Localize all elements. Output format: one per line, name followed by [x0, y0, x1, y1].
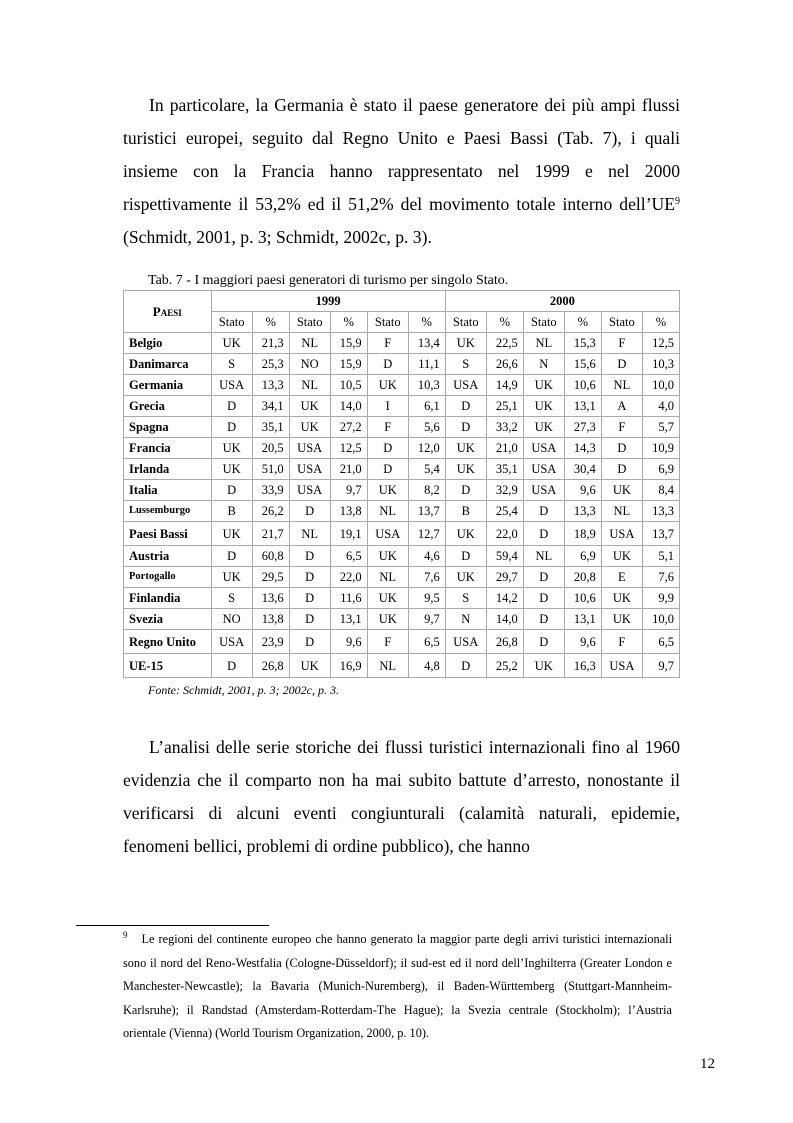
percent-cell: 26,2 — [252, 501, 289, 522]
header-year-1999: 1999 — [211, 291, 445, 312]
state-cell: E — [601, 567, 642, 588]
country-cell: UE-15 — [124, 654, 212, 678]
state-cell: UK — [523, 417, 564, 438]
percent-cell: 6,9 — [564, 546, 601, 567]
subheader-stato: Stato — [289, 312, 330, 333]
table-row — [124, 567, 680, 588]
state-cell: D — [445, 654, 486, 678]
percent-cell: 7,6 — [642, 567, 679, 588]
percent-cell: 9,5 — [408, 588, 445, 609]
state-cell: UK — [445, 522, 486, 546]
percent-cell: 15,9 — [330, 354, 367, 375]
percent-cell: 4,8 — [408, 654, 445, 678]
percent-cell: 16,9 — [330, 654, 367, 678]
percent-cell: 11,1 — [408, 354, 445, 375]
percent-cell: 21,3 — [252, 333, 289, 354]
state-cell: N — [523, 354, 564, 375]
percent-cell: 34,1 — [252, 396, 289, 417]
percent-cell: 10,3 — [642, 354, 679, 375]
percent-cell: 10,5 — [330, 375, 367, 396]
subheader-pct: % — [408, 312, 445, 333]
page-number: 12 — [700, 1056, 715, 1072]
state-cell: UK — [211, 459, 252, 480]
paragraph-intro-text: In particolare, la Germania è stato il paese generatore dei più ampi flussi turistici europei, seguito dal Regno Unito e Paesi Bassi (Tab. 7), i quali insieme con la Francia hanno rappresentato nel 1999 e nel 2000 rispettivamente il 53,2% ed il 51,2% del movimento totale interno dell’UE — [123, 95, 680, 214]
state-cell: D — [211, 546, 252, 567]
percent-cell: 21,0 — [486, 438, 523, 459]
state-cell: UK — [523, 396, 564, 417]
percent-cell: 14,9 — [486, 375, 523, 396]
state-cell: NL — [367, 654, 408, 678]
state-cell: D — [211, 654, 252, 678]
subheader-stato: Stato — [367, 312, 408, 333]
percent-cell: 27,3 — [564, 417, 601, 438]
percent-cell: 30,4 — [564, 459, 601, 480]
percent-cell: 6,5 — [330, 546, 367, 567]
percent-cell: 13,8 — [252, 609, 289, 630]
percent-cell: 25,4 — [486, 501, 523, 522]
percent-cell: 5,1 — [642, 546, 679, 567]
percent-cell: 10,0 — [642, 609, 679, 630]
percent-cell: 12,7 — [408, 522, 445, 546]
percent-cell: 9,7 — [330, 480, 367, 501]
state-cell: USA — [601, 522, 642, 546]
percent-cell: 6,5 — [408, 630, 445, 654]
country-cell: Lussemburgo — [124, 501, 212, 522]
state-cell: USA — [289, 438, 330, 459]
percent-cell: 26,8 — [486, 630, 523, 654]
percent-cell: 15,3 — [564, 333, 601, 354]
state-cell: F — [367, 630, 408, 654]
table-row — [124, 417, 680, 438]
percent-cell: 6,9 — [642, 459, 679, 480]
state-cell: UK — [367, 375, 408, 396]
percent-cell: 22,0 — [330, 567, 367, 588]
state-cell: D — [523, 501, 564, 522]
state-cell: D — [523, 588, 564, 609]
percent-cell: 14,0 — [330, 396, 367, 417]
table-caption: Tab. 7 - I maggiori paesi generatori di turismo per singolo Stato. — [148, 273, 509, 288]
state-cell: UK — [367, 609, 408, 630]
state-cell: USA — [211, 630, 252, 654]
subheader-stato: Stato — [211, 312, 252, 333]
state-cell: NL — [523, 546, 564, 567]
state-cell: UK — [211, 438, 252, 459]
state-cell: USA — [523, 438, 564, 459]
percent-cell: 51,0 — [252, 459, 289, 480]
percent-cell: 13,3 — [564, 501, 601, 522]
percent-cell: 25,2 — [486, 654, 523, 678]
percent-cell: 8,4 — [642, 480, 679, 501]
percent-cell: 15,6 — [564, 354, 601, 375]
table-row — [124, 630, 680, 654]
percent-cell: 21,0 — [330, 459, 367, 480]
percent-cell: 27,2 — [330, 417, 367, 438]
state-cell: NL — [601, 501, 642, 522]
country-cell: Paesi Bassi — [124, 522, 212, 546]
footnote-text: Le regioni del continente europeo che hanno generato la maggior parte degli arrivi turistici internazionali sono il nord del Reno-Westfalia (Cologne-Düsseldorf); il sud-est ed il nord dell’Inghilterra (Greater London e Manchester-Newcastle); la Bavaria (Munich-Nuremberg), il Baden-Württemberg (Stuttgart-Mannheim-Karlsruhe); il Randstad (Amsterdam-Rotterdam-The Hague); la Svezia centrale (Stockholm); l’Austria orientale (Vienna) (World Tourism Organization, 2000, p. 10). — [123, 932, 672, 1040]
state-cell: UK — [289, 417, 330, 438]
state-cell: UK — [601, 588, 642, 609]
percent-cell: 10,3 — [408, 375, 445, 396]
state-cell: UK — [367, 546, 408, 567]
state-cell: D — [523, 630, 564, 654]
percent-cell: 35,1 — [486, 459, 523, 480]
paragraph-intro — [123, 89, 680, 254]
table-row — [124, 609, 680, 630]
state-cell: UK — [211, 522, 252, 546]
state-cell: UK — [601, 546, 642, 567]
state-cell: UK — [601, 480, 642, 501]
percent-cell: 29,7 — [486, 567, 523, 588]
state-cell: USA — [523, 459, 564, 480]
header-paesi: Paesi — [124, 291, 212, 333]
percent-cell: 10,6 — [564, 375, 601, 396]
country-cell: Austria — [124, 546, 212, 567]
percent-cell: 60,8 — [252, 546, 289, 567]
percent-cell: 33,9 — [252, 480, 289, 501]
percent-cell: 9,6 — [330, 630, 367, 654]
percent-cell: 13,3 — [252, 375, 289, 396]
table-body — [124, 333, 680, 678]
table-row — [124, 354, 680, 375]
table-row — [124, 438, 680, 459]
country-cell: Francia — [124, 438, 212, 459]
state-cell: N — [445, 609, 486, 630]
state-cell: D — [289, 588, 330, 609]
table-row — [124, 459, 680, 480]
table-source: Fonte: Schmidt, 2001, p. 3; 2002c, p. 3. — [148, 683, 339, 697]
country-cell: Germania — [124, 375, 212, 396]
state-cell: UK — [445, 459, 486, 480]
state-cell: D — [289, 630, 330, 654]
table-row — [124, 396, 680, 417]
state-cell: F — [601, 417, 642, 438]
percent-cell: 10,0 — [642, 375, 679, 396]
footnote-divider — [76, 925, 269, 926]
percent-cell: 20,8 — [564, 567, 601, 588]
state-cell: A — [601, 396, 642, 417]
percent-cell: 14,0 — [486, 609, 523, 630]
percent-cell: 19,1 — [330, 522, 367, 546]
percent-cell: 21,7 — [252, 522, 289, 546]
percent-cell: 18,9 — [564, 522, 601, 546]
state-cell: D — [211, 396, 252, 417]
state-cell: UK — [445, 333, 486, 354]
percent-cell: 10,9 — [642, 438, 679, 459]
state-cell: S — [211, 588, 252, 609]
percent-cell: 9,7 — [642, 654, 679, 678]
country-cell: Italia — [124, 480, 212, 501]
state-cell: UK — [289, 654, 330, 678]
state-cell: D — [211, 417, 252, 438]
percent-cell: 5,7 — [642, 417, 679, 438]
percent-cell: 15,9 — [330, 333, 367, 354]
country-cell: Spagna — [124, 417, 212, 438]
table-row — [124, 333, 680, 354]
country-cell: Regno Unito — [124, 630, 212, 654]
percent-cell: 13,7 — [408, 501, 445, 522]
state-cell: UK — [211, 333, 252, 354]
percent-cell: 13,6 — [252, 588, 289, 609]
percent-cell: 16,3 — [564, 654, 601, 678]
subheader-stato: Stato — [601, 312, 642, 333]
percent-cell: 13,8 — [330, 501, 367, 522]
state-cell: UK — [367, 480, 408, 501]
subheader-pct: % — [486, 312, 523, 333]
state-cell: F — [601, 333, 642, 354]
percent-cell: 4,6 — [408, 546, 445, 567]
percent-cell: 13,1 — [564, 609, 601, 630]
state-cell: S — [445, 354, 486, 375]
percent-cell: 59,4 — [486, 546, 523, 567]
state-cell: F — [367, 417, 408, 438]
country-cell: Finlandia — [124, 588, 212, 609]
state-cell: D — [367, 354, 408, 375]
percent-cell: 13,3 — [642, 501, 679, 522]
state-cell: D — [445, 546, 486, 567]
state-cell: D — [601, 354, 642, 375]
percent-cell: 13,7 — [642, 522, 679, 546]
percent-cell: 22,5 — [486, 333, 523, 354]
state-cell: NL — [367, 567, 408, 588]
footnote-mark: 9 — [123, 930, 128, 940]
state-cell: D — [523, 609, 564, 630]
subheader-pct: % — [564, 312, 601, 333]
percent-cell: 9,9 — [642, 588, 679, 609]
state-cell: I — [367, 396, 408, 417]
state-cell: NL — [601, 375, 642, 396]
percent-cell: 12,5 — [330, 438, 367, 459]
state-cell: S — [445, 588, 486, 609]
percent-cell: 13,1 — [564, 396, 601, 417]
percent-cell: 5,4 — [408, 459, 445, 480]
country-cell: Grecia — [124, 396, 212, 417]
percent-cell: 13,1 — [330, 609, 367, 630]
state-cell: NL — [289, 333, 330, 354]
state-cell: D — [523, 567, 564, 588]
percent-cell: 9,7 — [408, 609, 445, 630]
percent-cell: 25,3 — [252, 354, 289, 375]
state-cell: UK — [211, 567, 252, 588]
state-cell: B — [445, 501, 486, 522]
subheader-stato: Stato — [445, 312, 486, 333]
state-cell: USA — [289, 459, 330, 480]
percent-cell: 14,3 — [564, 438, 601, 459]
subheader-pct: % — [642, 312, 679, 333]
table-row — [124, 546, 680, 567]
state-cell: USA — [445, 375, 486, 396]
state-cell: NL — [523, 333, 564, 354]
state-cell: UK — [289, 396, 330, 417]
table-row — [124, 588, 680, 609]
state-cell: D — [367, 459, 408, 480]
header-year-2000: 2000 — [445, 291, 679, 312]
percent-cell: 9,6 — [564, 480, 601, 501]
percent-cell: 22,0 — [486, 522, 523, 546]
state-cell: D — [445, 396, 486, 417]
percent-cell: 14,2 — [486, 588, 523, 609]
state-cell: NL — [367, 501, 408, 522]
state-cell: D — [367, 438, 408, 459]
state-cell: D — [289, 609, 330, 630]
subheader-pct: % — [330, 312, 367, 333]
generators-table — [123, 290, 680, 678]
percent-cell: 6,5 — [642, 630, 679, 654]
percent-cell: 10,6 — [564, 588, 601, 609]
state-cell: D — [445, 480, 486, 501]
state-cell: USA — [289, 480, 330, 501]
state-cell: UK — [601, 609, 642, 630]
country-cell: Danimarca — [124, 354, 212, 375]
state-cell: USA — [445, 630, 486, 654]
percent-cell: 20,5 — [252, 438, 289, 459]
percent-cell: 35,1 — [252, 417, 289, 438]
state-cell: NL — [289, 522, 330, 546]
table-row — [124, 375, 680, 396]
state-cell: NO — [211, 609, 252, 630]
state-cell: D — [445, 417, 486, 438]
percent-cell: 25,1 — [486, 396, 523, 417]
state-cell: UK — [445, 567, 486, 588]
state-cell: D — [601, 459, 642, 480]
state-cell: USA — [367, 522, 408, 546]
state-cell: UK — [523, 375, 564, 396]
state-cell: D — [289, 546, 330, 567]
state-cell: UK — [367, 588, 408, 609]
state-cell: D — [601, 438, 642, 459]
percent-cell: 11,6 — [330, 588, 367, 609]
percent-cell: 29,5 — [252, 567, 289, 588]
country-cell: Svezia — [124, 609, 212, 630]
percent-cell: 6,1 — [408, 396, 445, 417]
table-row — [124, 522, 680, 546]
subheader-stato: Stato — [523, 312, 564, 333]
state-cell: D — [289, 567, 330, 588]
state-cell: D — [523, 522, 564, 546]
percent-cell: 4,0 — [642, 396, 679, 417]
percent-cell: 26,6 — [486, 354, 523, 375]
state-cell: NO — [289, 354, 330, 375]
state-cell: USA — [523, 480, 564, 501]
percent-cell: 12,5 — [642, 333, 679, 354]
table-row — [124, 480, 680, 501]
percent-cell: 8,2 — [408, 480, 445, 501]
percent-cell: 23,9 — [252, 630, 289, 654]
footnote-ref[interactable]: 9 — [675, 196, 680, 207]
state-cell: USA — [211, 375, 252, 396]
percent-cell: 9,6 — [564, 630, 601, 654]
state-cell: S — [211, 354, 252, 375]
state-cell: UK — [523, 654, 564, 678]
percent-cell: 33,2 — [486, 417, 523, 438]
state-cell: D — [289, 501, 330, 522]
state-cell: F — [367, 333, 408, 354]
percent-cell: 5,6 — [408, 417, 445, 438]
paragraph-analysis: L’analisi delle serie storiche dei flussi turistici internazionali fino al 1960 evidenzia che il comparto non ha mai subito battute d’arresto, nonostante il verificarsi di alcuni eventi congiunturali (calamità naturali, epidemie, fenomeni bellici, problemi di ordine pubblico), che hanno — [123, 737, 680, 856]
state-cell: D — [211, 480, 252, 501]
state-cell: F — [601, 630, 642, 654]
percent-cell: 7,6 — [408, 567, 445, 588]
country-cell: Belgio — [124, 333, 212, 354]
state-cell: UK — [445, 438, 486, 459]
country-cell: Irlanda — [124, 459, 212, 480]
percent-cell: 26,8 — [252, 654, 289, 678]
state-cell: NL — [289, 375, 330, 396]
table-row — [124, 654, 680, 678]
subheader-pct: % — [252, 312, 289, 333]
percent-cell: 12,0 — [408, 438, 445, 459]
state-cell: USA — [601, 654, 642, 678]
state-cell: B — [211, 501, 252, 522]
paragraph-intro-citation: (Schmidt, 2001, p. 3; Schmidt, 2002c, p. 3). — [123, 227, 432, 247]
percent-cell: 32,9 — [486, 480, 523, 501]
table-row — [124, 501, 680, 522]
footnote — [123, 928, 672, 1046]
country-cell: Portogallo — [124, 567, 212, 588]
percent-cell: 13,4 — [408, 333, 445, 354]
